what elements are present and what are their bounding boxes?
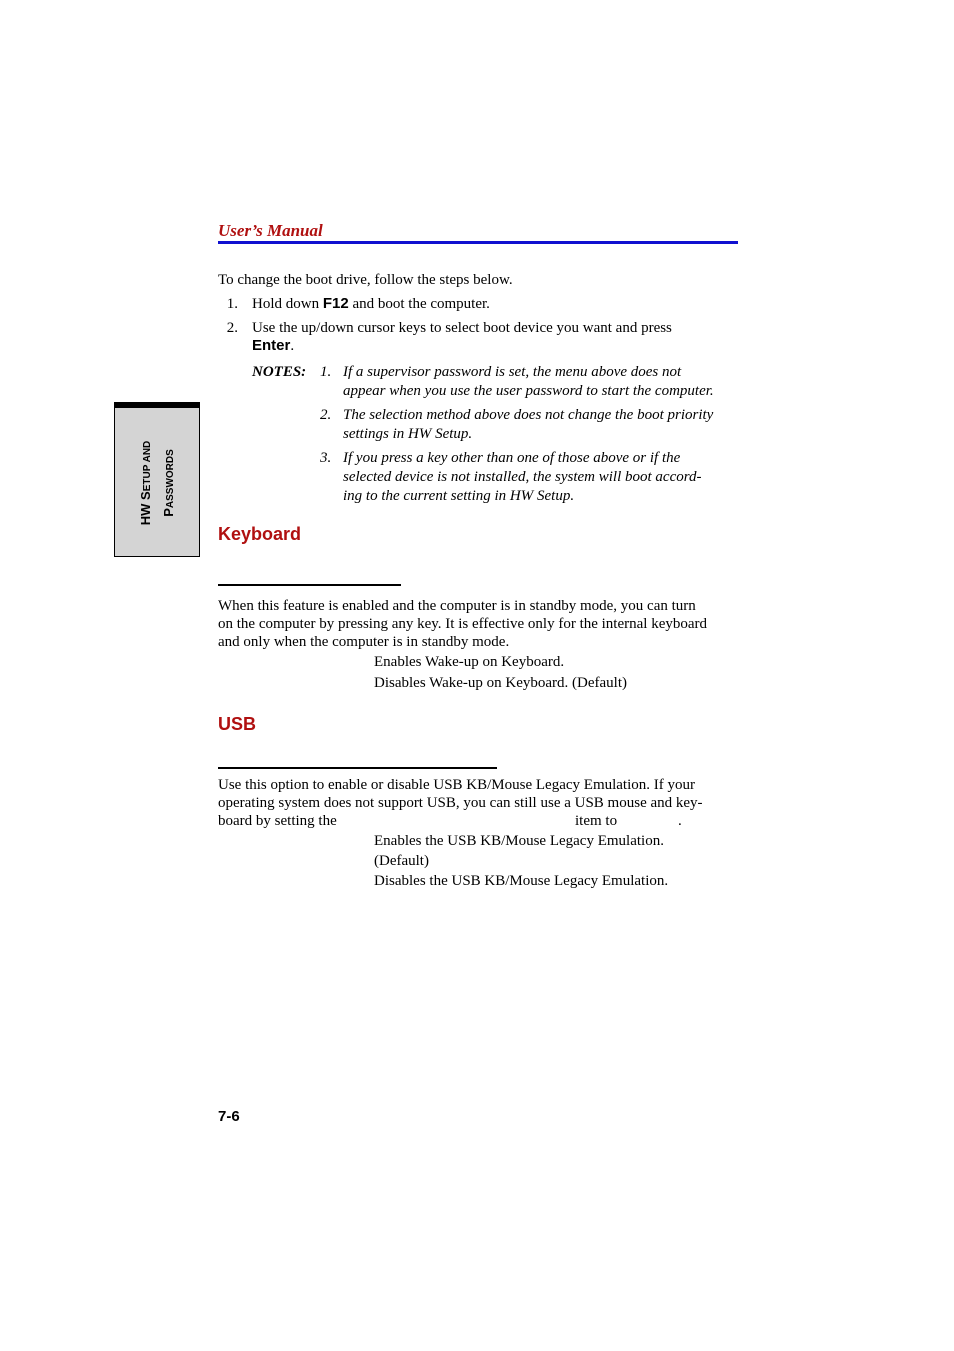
- usb-paragraph-line3-a: board by setting the: [218, 813, 337, 829]
- note-1-line1: If a supervisor password is set, the menu above does not: [343, 364, 682, 380]
- usb-option-disabled-desc: Disables the USB KB/Mouse Legacy Emulation.: [374, 873, 669, 889]
- note-3-line3: ing to the current setting in HW Setup.: [343, 488, 575, 504]
- keyboard-paragraph-line1: When this feature is enabled and the computer is in standby mode, you can turn: [218, 598, 696, 614]
- note-2-line1: The selection method above does not change the boot priority: [343, 407, 714, 423]
- side-tab-label: [135, 441, 181, 526]
- note-1-line2: appear when you use the user password to start the computer.: [343, 383, 714, 399]
- step-1-pre: Hold down: [252, 296, 323, 312]
- side-tab-line1-a: HW S: [138, 491, 153, 526]
- step-2-text: [252, 319, 742, 355]
- side-tab-line2-b: ASSWORDS: [165, 449, 176, 509]
- chapter-side-tab: [114, 402, 200, 557]
- note-2-line2: settings in HW Setup.: [343, 426, 473, 442]
- keyboard-option-disabled-desc: Disables Wake-up on Keyboard. (Default): [374, 675, 628, 691]
- note-3-text: [343, 449, 743, 505]
- side-tab-line2-a: P: [161, 508, 176, 517]
- step-1-number: 1.: [226, 296, 238, 312]
- step-1-key: F12: [322, 295, 349, 312]
- usb-paragraph-line3-b: item to: [575, 813, 618, 829]
- step-2-number: 2.: [226, 320, 238, 336]
- note-3-number: 3.: [320, 450, 332, 466]
- keyboard-subheading-rule: [218, 584, 401, 586]
- step-2-key: Enter: [252, 337, 291, 354]
- header-rule: [218, 241, 738, 244]
- step-2-post: .: [290, 338, 295, 354]
- step-2-pre: Use the up/down cursor keys to select boot device you want and press: [252, 320, 672, 336]
- usb-paragraph: [218, 776, 738, 830]
- usb-option-enabled-desc: [374, 832, 664, 870]
- note-3-line2: selected device is not installed, the system will boot accord-: [343, 469, 702, 485]
- note-1-number: 1.: [320, 364, 332, 380]
- keyboard-paragraph-line3: and only when the computer is in standby mode.: [218, 634, 510, 650]
- note-2-number: 2.: [320, 407, 332, 423]
- page-number: 7-6: [218, 1108, 240, 1125]
- usb-paragraph-line3-c: .: [678, 813, 682, 829]
- usb-heading: USB: [218, 714, 257, 734]
- usb-subheading-rule: [218, 767, 497, 769]
- step-1-post: and boot the computer.: [348, 296, 490, 312]
- running-header-title: User’s Manual: [218, 221, 323, 240]
- step-1-text: [252, 295, 742, 313]
- usb-paragraph-line1: Use this option to enable or disable USB KB/Mouse Legacy Emulation. If your: [218, 777, 696, 793]
- usb-option-enabled-line1: Enables the USB KB/Mouse Legacy Emulation.: [374, 833, 664, 849]
- note-1-text: [343, 363, 743, 400]
- usb-option-enabled-line2: (Default): [374, 853, 429, 869]
- side-tab-top-bar: [115, 403, 199, 408]
- notes-label: NOTES:: [252, 364, 307, 380]
- side-tab-line1-b: ETUP AND: [142, 440, 153, 492]
- usb-paragraph-line2: operating system does not support USB, you can still use a USB mouse and key-: [218, 795, 703, 811]
- note-2-text: [343, 406, 743, 443]
- usb-paragraph-line3: [218, 812, 738, 830]
- keyboard-option-enabled-desc: Enables Wake-up on Keyboard.: [374, 654, 565, 670]
- keyboard-heading: Keyboard: [218, 524, 302, 544]
- intro-text: To change the boot drive, follow the steps below.: [218, 272, 513, 288]
- note-3-line1: If you press a key other than one of those above or if the: [343, 450, 681, 466]
- keyboard-paragraph-line2: on the computer by pressing any key. It is effective only for the internal keyboard: [218, 616, 708, 632]
- keyboard-paragraph: [218, 597, 738, 651]
